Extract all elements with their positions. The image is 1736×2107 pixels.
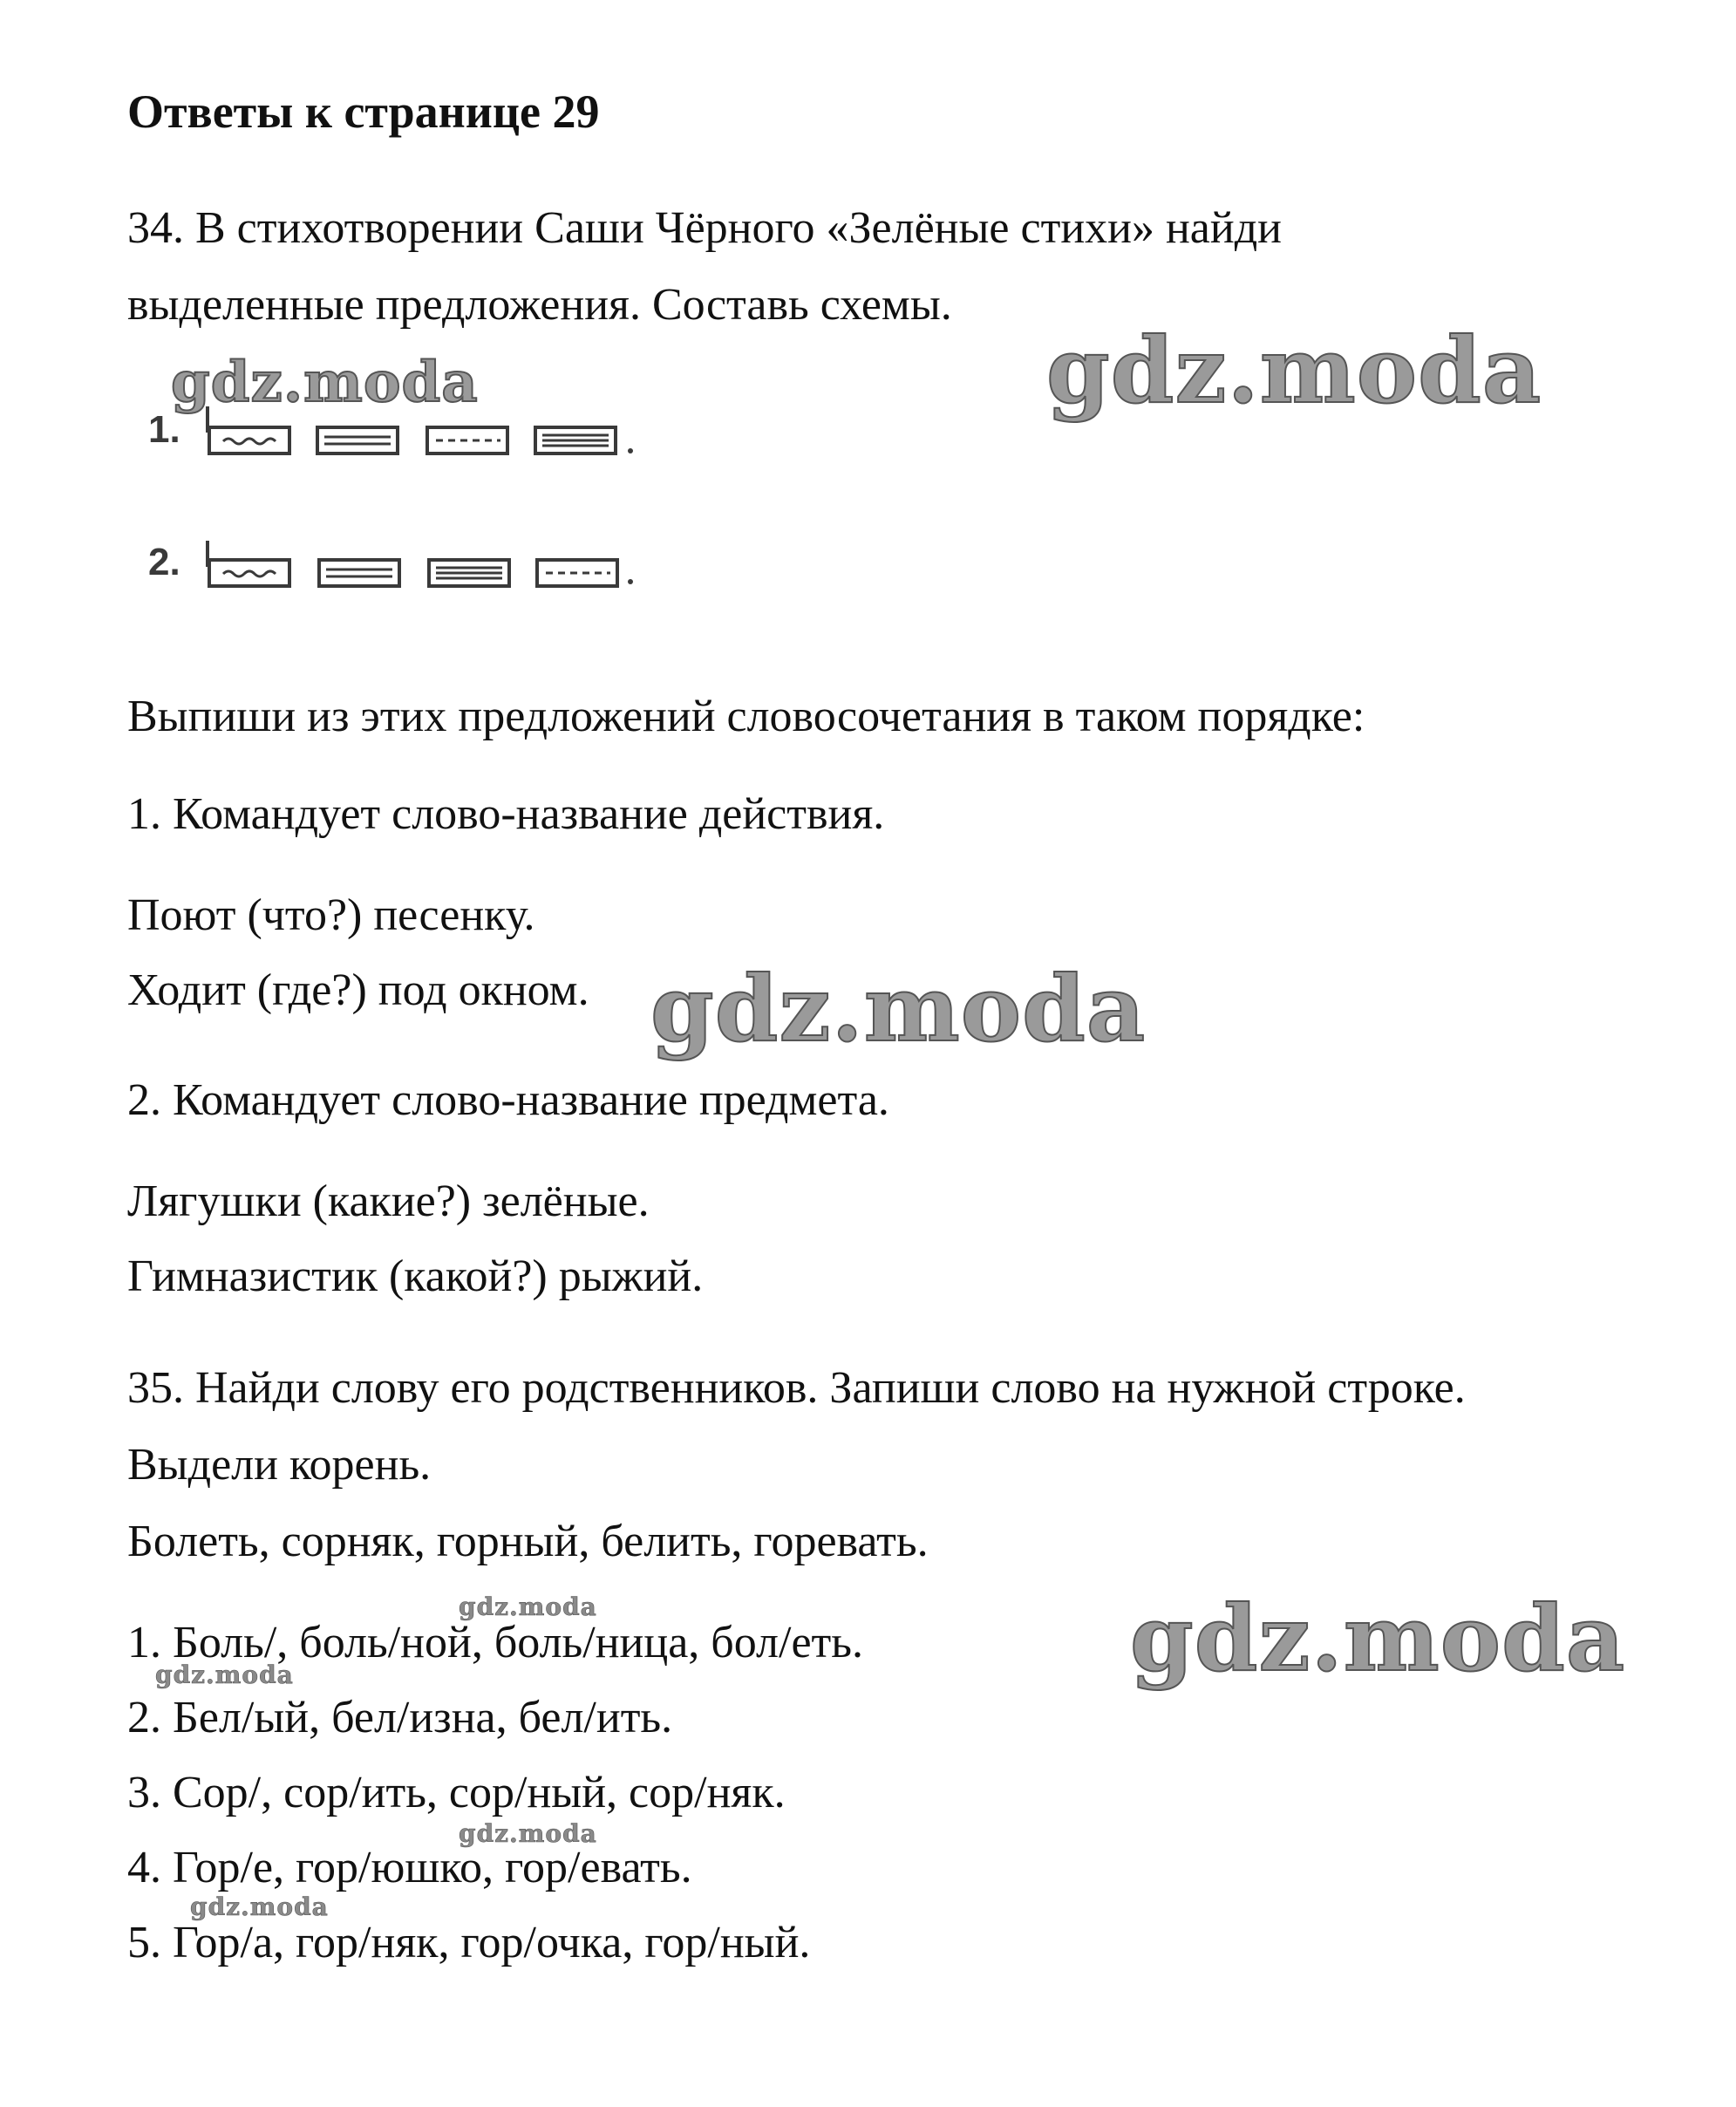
watermark-logo: gdz.moda — [1130, 1585, 1626, 1692]
task35-text-line2: Выдели корень. — [127, 1440, 432, 1490]
watermark-logo: gdz.moda — [1046, 317, 1542, 424]
scheme-2-box-double — [317, 558, 401, 588]
task35-answer: 4. Гор/е, гор/юшко, гор/евать. — [127, 1843, 692, 1892]
task35-words: Болеть, сорняк, горный, белить, горевать. — [127, 1517, 929, 1566]
task34-part1-answer: Поют (что?) песенку. — [127, 890, 535, 940]
scheme-1-box-dashed — [425, 426, 509, 455]
scheme-2-box-wavy — [208, 558, 291, 588]
scheme-1-box-triple — [534, 426, 617, 455]
page-title: Ответы к странице 29 — [127, 85, 600, 138]
scheme-1-period — [628, 448, 633, 453]
task35-answer: 5. Гор/а, гор/няк, гор/очка, гор/ный. — [127, 1918, 811, 1967]
task35-answer: 2. Бел/ый, бел/изна, бел/ить. — [127, 1693, 673, 1742]
scheme-2-period — [628, 579, 633, 584]
scheme-1-box-wavy — [208, 426, 291, 455]
task34-text-line2: выделенные предложения. Составь схемы. — [127, 280, 952, 330]
task34-instruction: Выпиши из этих предложений словосочетания в таком порядке: — [127, 692, 1365, 741]
task34-part2-answer: Лягушки (какие?) зелёные. — [127, 1176, 650, 1226]
task34-part1-answer: Ходит (где?) под окном. — [127, 965, 589, 1015]
watermark-logo: gdz.moda — [155, 1660, 294, 1689]
task35-text-line1: 35. Найди слову его родственников. Запиши слово на нужной строке. — [127, 1363, 1466, 1413]
watermark-logo: gdz.moda — [459, 1819, 597, 1848]
scheme-2-box-triple — [427, 558, 511, 588]
scheme-1-label: 1. — [148, 408, 180, 451]
watermark-logo: gdz.moda — [171, 350, 479, 415]
task34-part2-heading: 2. Командует слово-название предмета. — [127, 1075, 889, 1125]
task35-answer: 1. Боль/, боль/ной, боль/ница, бол/еть. — [127, 1618, 863, 1667]
scheme-2-label: 2. — [148, 541, 180, 583]
task34-part2-answer: Гимназистик (какой?) рыжий. — [127, 1251, 704, 1301]
task34-text-line1: 34. В стихотворении Саши Чёрного «Зелёные стихи» найди — [127, 203, 1282, 253]
task35-answer: 3. Сор/, сор/ить, сор/ный, сор/няк. — [127, 1768, 786, 1817]
watermark-logo: gdz.moda — [190, 1892, 329, 1921]
watermark-logo: gdz.moda — [650, 955, 1147, 1062]
scheme-2-box-dashed — [535, 558, 619, 588]
watermark-logo: gdz.moda — [459, 1592, 597, 1621]
scheme-1-box-double — [316, 426, 399, 455]
task34-part1-heading: 1. Командует слово-название действия. — [127, 789, 885, 839]
